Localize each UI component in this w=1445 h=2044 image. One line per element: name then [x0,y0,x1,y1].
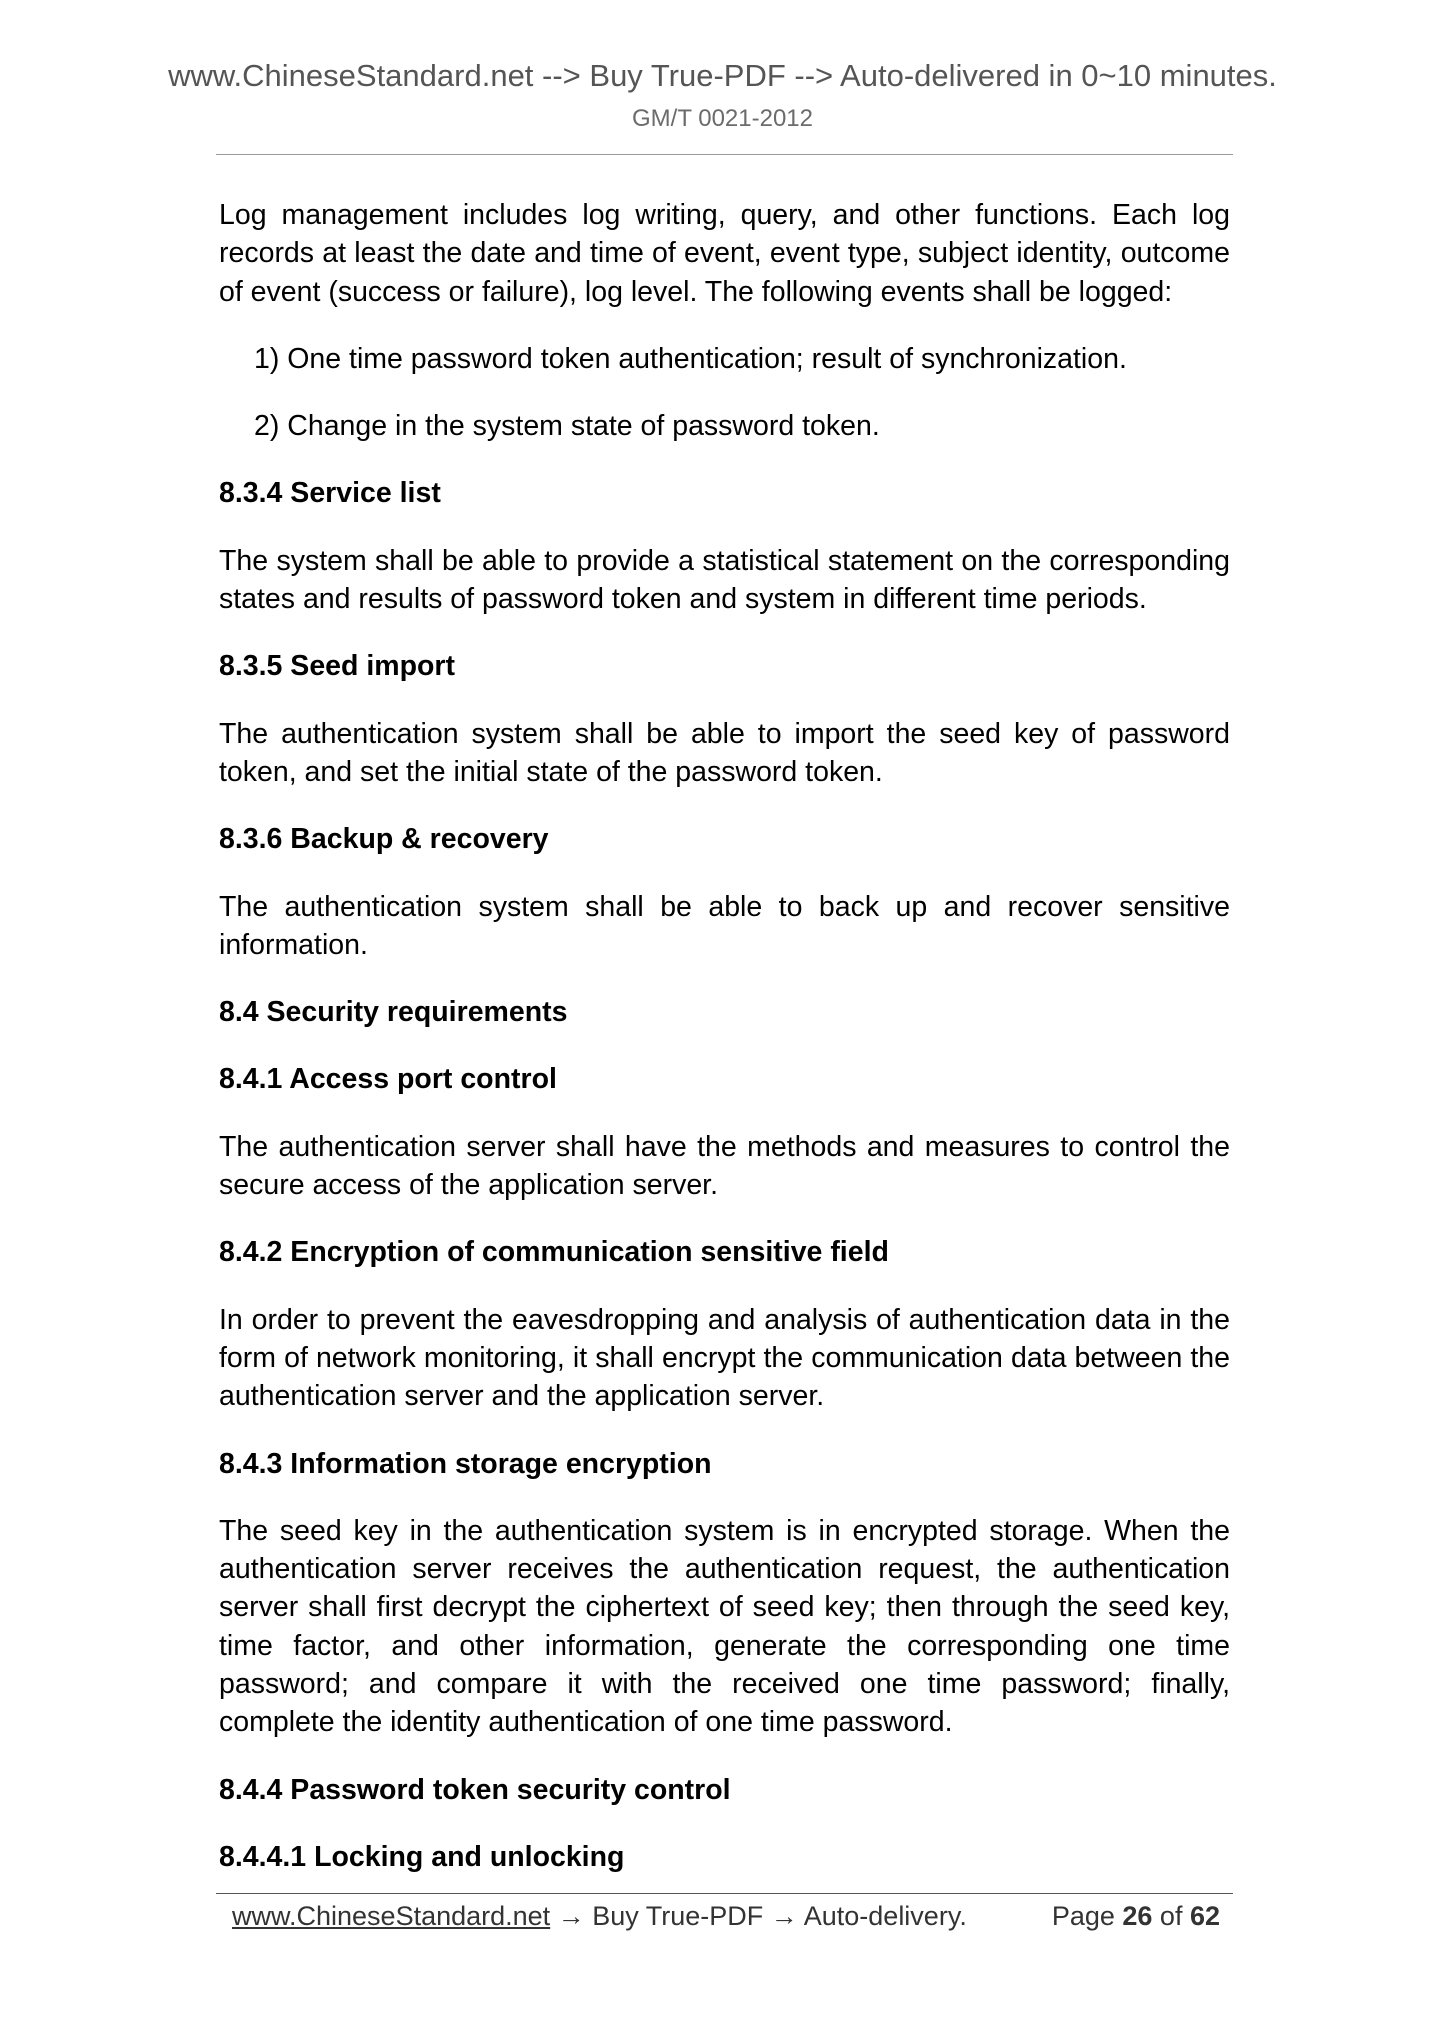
paragraph-8-3-6: The authentication system shall be able to back up and recover sensitive information. [219,890,1230,961]
page-number [1052,1896,1220,1936]
heading-8-4-3: 8.4.3 Information storage encryption [219,1447,712,1480]
header-divider [216,154,1233,155]
paragraph-log-management: Log management includes log writing, query, and other functions. Each log records at least the date and time of event, event type, subject identity, outcome of event (success or failure), log level. The following events shall be logged: [219,199,1230,308]
paragraph-8-4-1: The authentication server shall have the methods and measures to control the secure access of the application server. [219,1130,1230,1202]
footer-divider [216,1893,1233,1894]
of-word: of [1152,1901,1190,1931]
header-banner: www.ChineseStandard.net --> Buy True-PDF --> Auto-delivered in 0~10 minutes. [168,58,1277,93]
paragraph-8-4-2: In order to prevent the eavesdropping and analysis of authentication data in the form of network monitoring, it shall encrypt the communication data between the authentication server and the application server. [219,1303,1230,1413]
list-item-2: 2) Change in the system state of password token. [254,410,880,443]
page-total: 62 [1189,1901,1220,1931]
list-item-1: 1) One time password token authentication; result of synchronization. [254,342,1127,375]
paragraph-8-3-5: The authentication system shall be able to import the seed key of password token, and set the initial state of the password token. [219,717,1230,788]
page-footer [232,1896,1220,1936]
heading-8-4-4: 8.4.4 Password token security control [219,1773,731,1806]
site-link[interactable]: www.ChineseStandard.net [232,1901,551,1931]
footer-tagline: → Buy True-PDF → Auto-delivery. [550,1901,967,1931]
paragraph-8-3-4: The system shall be able to provide a statistical statement on the corresponding states and results of password token and system in different time periods. [219,544,1230,616]
heading-8-4: 8.4 Security requirements [219,996,568,1029]
heading-8-4-2: 8.4.2 Encryption of communication sensitive field [219,1236,889,1269]
heading-8-4-1: 8.4.1 Access port control [219,1063,557,1096]
page-current: 26 [1122,1901,1153,1931]
heading-8-3-4: 8.3.4 Service list [219,477,441,510]
paragraph-8-4-3: The seed key in the authentication system is in encrypted storage. When the authentication server receives the authentication request, the authentication server shall first decrypt the ciphertext of seed key; then through the seed key, time factor, and other information, generate the corresponding one time password; and compare it with the received one time password; finally, complete the identity authentication of one time password. [219,1514,1230,1739]
heading-8-3-6: 8.3.6 Backup & recovery [219,823,549,856]
heading-8-4-4-1: 8.4.4.1 Locking and unlocking [219,1840,625,1873]
page-word: Page [1051,1901,1123,1931]
footer-promo [232,1896,967,1936]
standard-code: GM/T 0021-2012 [632,105,813,132]
heading-8-3-5: 8.3.5 Seed import [219,650,456,683]
document-body [219,196,1230,1905]
